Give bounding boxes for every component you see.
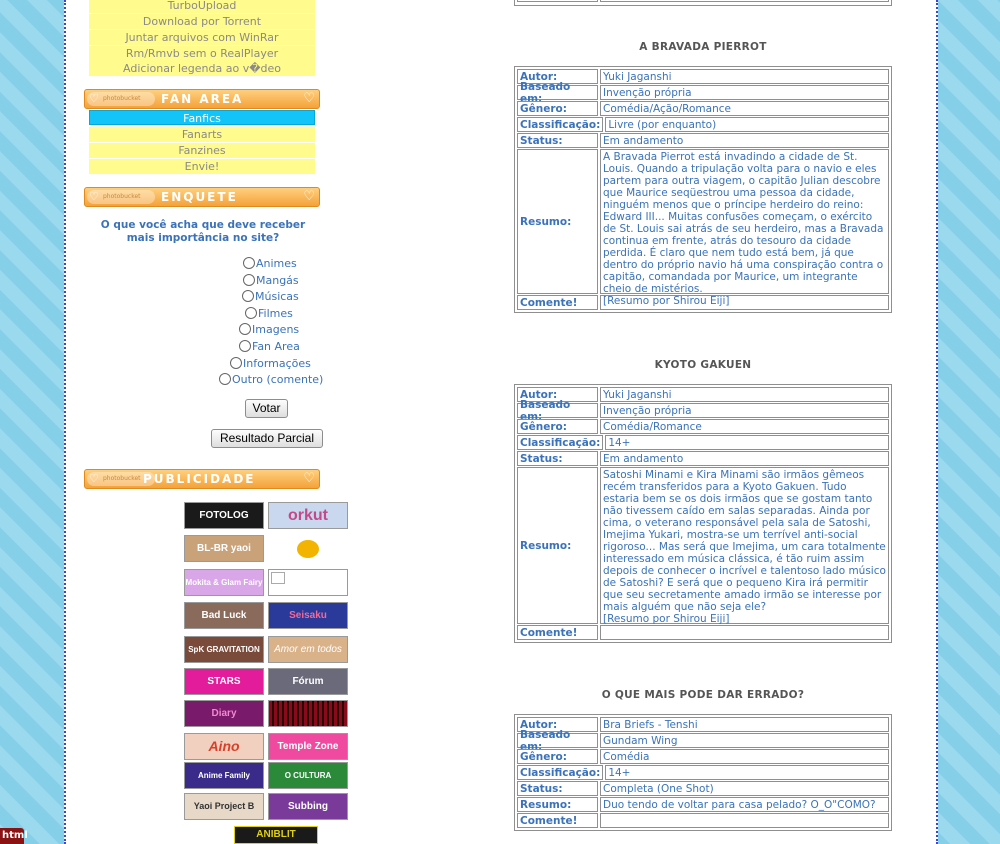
field-value: A Bravada Pierrot está invadindo a cidade de St. Louis. Quando a tripulação volta para o navio e eles partem para outra viagem, o capitão Julian descobre que Maurice seqüestrou uma pessoa da cidade, ninguém menos que o príncipe herdeiro do reino: Edward III... Muitas confusões começam, o exército de St. Louis sai atrás de seu herdeiro, mas a Bravada continua em frente, atrás do tesouro da cidade perdida. É claro que nem tudo está bem, já que dentro do próprio navio há uma conspiração contra o capitão, comandada por Maurice, um integrante cheio de mistérios. [Resumo por Shirou Eiji] <box>600 149 889 294</box>
menu-item-envie[interactable]: Envie! <box>89 159 315 174</box>
field-value: Bra Briefs - Tenshi <box>600 717 889 732</box>
field-value: Comédia <box>600 749 889 764</box>
field-label: Gênero: <box>517 101 598 116</box>
poll-option-label: Animes <box>256 257 297 270</box>
fanfic-table <box>514 714 892 831</box>
field-label: Gênero: <box>517 749 598 764</box>
ad-aniblit[interactable]: ANIBLIT <box>234 826 318 844</box>
smiley-icon <box>297 540 319 558</box>
field-label: Classificação: <box>517 765 603 780</box>
field-value: 14+ <box>605 765 889 780</box>
menu-item-legenda[interactable]: Adicionar legenda ao v�deo <box>89 61 315 76</box>
poll-option-label: Imagens <box>252 323 300 336</box>
ad-yaoi-project[interactable]: Yaoi Project B <box>184 793 264 820</box>
ad-stars[interactable]: STARS <box>184 668 264 695</box>
poll-option[interactable] <box>230 357 311 371</box>
ad-red-pattern[interactable] <box>268 700 348 727</box>
field-value: Comédia/Romance <box>600 419 889 434</box>
banner-watermark: photobucket <box>87 190 155 204</box>
ad-spk-gravitation[interactable]: SpK GRAVITATION <box>184 636 264 663</box>
table-row <box>517 80 889 105</box>
poll-option[interactable] <box>242 290 299 304</box>
ad-bl-br-yaoi[interactable]: BL-BR yaoi <box>184 535 264 562</box>
table-row <box>517 781 889 796</box>
radio-button[interactable] <box>243 257 255 269</box>
ad-aino[interactable]: Aino <box>184 733 264 760</box>
field-value <box>600 625 889 640</box>
poll-question: O que você acha que deve receber mais importância no site? <box>100 219 306 244</box>
field-label: Resumo: <box>517 467 598 624</box>
field-label: Status: <box>517 781 598 796</box>
poll-banner <box>84 187 320 207</box>
field-label: Status: <box>517 133 598 148</box>
fanfic-title: KYOTO GAKUEN <box>654 359 752 371</box>
poll-option-label: Mangás <box>256 274 299 287</box>
fan-area-title: FAN AREA <box>161 92 244 106</box>
heart-icon: ♡ <box>303 189 315 204</box>
table-row <box>517 467 889 624</box>
ad-diary[interactable]: Diary <box>184 700 264 727</box>
ad-smiley[interactable] <box>268 535 348 562</box>
field-label: Autor: <box>517 717 598 732</box>
vote-button[interactable]: Votar <box>245 399 288 418</box>
ad-broken-image[interactable] <box>268 569 348 596</box>
radio-button[interactable] <box>242 290 254 302</box>
field-value: Invenção própria <box>600 85 889 100</box>
heart-icon: ♡ <box>89 472 99 485</box>
fanfic-table <box>514 66 892 313</box>
poll-option[interactable] <box>239 340 300 354</box>
field-value: Livre (por enquanto) <box>605 117 889 132</box>
field-value <box>600 813 889 828</box>
poll-option[interactable] <box>245 307 293 321</box>
menu-item-fanzines[interactable]: Fanzines <box>89 143 315 158</box>
ad-orkut[interactable]: orkut <box>268 502 348 529</box>
fanfic-title: A BRAVADA PIERROT <box>639 41 767 53</box>
table-row <box>517 797 889 812</box>
comment-link[interactable]: Comente! <box>517 625 598 640</box>
table-row <box>517 435 889 450</box>
poll-option-label: Músicas <box>255 290 299 303</box>
table-row <box>517 101 889 116</box>
field-label: Classificação: <box>517 117 603 132</box>
field-value: Comédia/Ação/Romance <box>600 101 889 116</box>
field-label: Autor: <box>517 69 598 84</box>
field-value: Completa (One Shot) <box>600 781 889 796</box>
radio-button[interactable] <box>243 274 255 286</box>
menu-item-winrar[interactable]: Juntar arquivos com WinRar <box>89 30 315 45</box>
ads-banner <box>84 469 320 489</box>
field-value: Satoshi Minami e Kira Minami são irmãos gêmeos recém transferidos para a Kyoto Gakuen. Tudo estaria bem se os dois irmãos que se gostam tanto não tivessem caído em salas separadas. Ainda por cima, o veterano responsável pela sala de Satoshi, Imejima Yukari, mostra-se um terrível anti-social rigoroso... Mas será que Imejima, um cara totalmente interessado em música clássica, é tão ruim assim depois de conhecer o incrível e talentoso lado músico de Satoshi? E será que o pequeno Kira irá permitir que seu secretamente amado irmão se interesse por mais alguém que não seja ele? [Resumo por Shirou Eiji] <box>600 467 889 624</box>
banner-watermark: photobucket <box>87 472 155 486</box>
field-label: Gênero: <box>517 419 598 434</box>
ad-mokita[interactable]: Mokita & Glam Fairy <box>184 569 264 596</box>
ad-anime-family[interactable]: Anime Family <box>184 762 264 789</box>
radio-button[interactable] <box>239 323 251 335</box>
field-label: Resumo: <box>517 149 598 294</box>
table-row <box>517 813 889 828</box>
poll-option-label: Informações <box>243 357 311 370</box>
poll-option-label: Fan Area <box>252 340 300 353</box>
field-value: Duo tendo de voltar para casa pelado? O_O"COMO? <box>600 797 889 812</box>
ad-fotolog[interactable]: FOTOLOG <box>184 502 264 529</box>
table-row <box>517 765 889 780</box>
table-row <box>517 749 889 764</box>
partial-results-button[interactable]: Resultado Parcial <box>211 429 323 448</box>
poll-title: ENQUETE <box>161 190 238 204</box>
field-value: Em andamento <box>600 133 889 148</box>
menu-item-turboupload[interactable]: TurboUpload <box>89 0 315 13</box>
heart-icon: ♡ <box>303 91 315 106</box>
menu-item-fanarts[interactable]: Fanarts <box>89 127 315 142</box>
field-value: Gundam Wing <box>600 733 889 748</box>
menu-item-rmvb[interactable]: Rm/Rmvb sem o RealPlayer <box>89 46 315 61</box>
fanfic-table <box>514 384 892 643</box>
ad-amor-em-todos[interactable]: Amor em todos <box>268 636 348 663</box>
ad-cultura-animes[interactable]: O CULTURA <box>268 762 348 789</box>
field-label: Autor: <box>517 387 598 402</box>
broken-image-icon <box>271 572 285 584</box>
previous-table-bottom <box>514 0 892 6</box>
radio-button[interactable] <box>230 357 242 369</box>
banner-watermark: photobucket <box>87 92 155 106</box>
poll-option[interactable] <box>243 257 297 271</box>
field-label: Resumo: <box>517 797 598 812</box>
menu-item-torrent[interactable]: Download por Torrent <box>89 14 315 29</box>
poll-option[interactable] <box>243 274 299 288</box>
field-label: Baseado em: <box>517 85 598 100</box>
table-row <box>517 728 889 753</box>
table-row <box>517 133 889 148</box>
field-value: Yuki Jaganshi <box>600 387 889 402</box>
field-label: Baseado em: <box>517 733 598 748</box>
radio-button[interactable] <box>219 373 231 385</box>
fan-area-banner <box>84 89 320 109</box>
menu-item-fanfics[interactable]: Fanfics <box>89 110 315 125</box>
table-row <box>517 398 889 423</box>
field-value: 14+ <box>605 435 889 450</box>
table-row <box>517 419 889 434</box>
heart-icon: ♡ <box>89 92 99 105</box>
field-value: Invenção própria <box>600 403 889 418</box>
field-value <box>600 295 889 310</box>
ad-temple-zone[interactable]: Temple Zone <box>268 733 348 760</box>
poll-option-label: Filmes <box>258 307 293 320</box>
ad-subbing[interactable]: Subbing <box>268 793 348 820</box>
comment-link[interactable]: Comente! <box>517 813 598 828</box>
field-value: Em andamento <box>600 451 889 466</box>
html-corner-tag: html <box>0 828 24 844</box>
comment-link[interactable]: Comente! <box>517 295 598 310</box>
poll-option[interactable] <box>239 323 299 337</box>
table-row <box>517 451 889 466</box>
ad-seisaku[interactable]: Seisaku <box>268 602 348 629</box>
field-label: Baseado em: <box>517 403 598 418</box>
ad-forum[interactable]: Fórum <box>268 668 348 695</box>
fanfic-title: O QUE MAIS PODE DAR ERRADO? <box>601 689 805 701</box>
field-label: Classificação: <box>517 435 603 450</box>
ad-bad-luck[interactable]: Bad Luck <box>184 602 264 629</box>
heart-icon: ♡ <box>303 471 315 486</box>
poll-option-label: Outro (comente) <box>232 373 324 386</box>
field-label: Status: <box>517 451 598 466</box>
heart-icon: ♡ <box>89 190 99 203</box>
poll-option[interactable] <box>219 373 323 387</box>
field-value: Yuki Jaganshi <box>600 69 889 84</box>
ads-title: PUBLICIDADE <box>143 472 256 486</box>
table-row <box>517 117 889 132</box>
radio-button[interactable] <box>245 307 257 319</box>
radio-button[interactable] <box>239 340 251 352</box>
table-row <box>517 295 889 310</box>
table-row <box>517 625 889 640</box>
